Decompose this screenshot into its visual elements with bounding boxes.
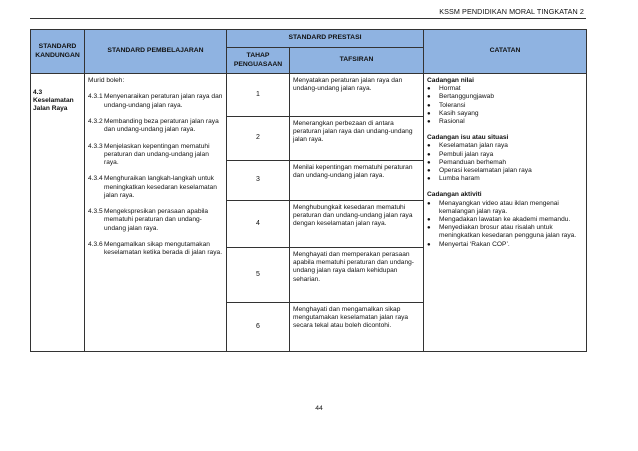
list-item: ● Mengadakan lawatan ke akademi memandu. [427, 216, 571, 224]
bullet-icon: ● [427, 151, 431, 158]
cadangan-aktiviti-title: Cadangan aktiviti [427, 191, 482, 199]
list-item [88, 208, 223, 233]
pembelajaran-text: Membanding beza peraturan jalan raya dan undang-undang jalan raya. [104, 117, 219, 134]
isu-list [427, 142, 583, 183]
header-tahap-penguasaan: TAHAP PENGUASAAN [227, 48, 290, 74]
cadangan-nilai-title: Cadangan nilai [427, 77, 474, 84]
tahap-level-2: 2 [227, 117, 290, 161]
list-item: ● Bertanggungjawab [427, 93, 495, 101]
tafsiran-level-5: Menghayati dan memperakan perasaan apabila mematuhi peraturan dan undang-undang jalan raya dalam kehidupan seharian. [290, 248, 424, 303]
page-number: 44 [315, 405, 323, 412]
header-standard-kandungan: STANDARD KANDUNGAN [31, 30, 85, 74]
list-item: ● Menayangkan video atau iklan mengenai kemalangan jalan raya. [427, 199, 559, 215]
pembelajaran-number: 4.3.3 [88, 142, 103, 150]
list-item: ● Hormat [427, 85, 461, 93]
pembelajaran-number: 4.3.6 [88, 240, 103, 248]
bullet-icon: ● [427, 159, 431, 166]
list-item: ● Keselamatan jalan raya [427, 142, 508, 150]
list-item: ● Operasi keselamatan jalan raya [427, 167, 532, 175]
bullet-icon: ● [427, 143, 431, 150]
tahap-level-6: 6 [227, 303, 290, 352]
list-item: ● Kasih sayang [427, 109, 479, 117]
tahap-level-4: 4 [227, 201, 290, 248]
catatan-cell [424, 74, 587, 352]
pembelajaran-number: 4.3.1 [88, 93, 103, 101]
standard-pembelajaran-cell [85, 74, 227, 352]
nilai-list [427, 85, 583, 126]
bullet-icon: ● [427, 200, 431, 207]
list-item [88, 241, 223, 257]
header-tafsiran: TAFSIRAN [290, 48, 424, 74]
bullet-icon: ● [427, 119, 431, 126]
bullet-icon: ● [427, 225, 431, 232]
tafsiran-level-2: Menerangkan perbezaan di antara peraturan jalan raya dan undang-undang jalan raya. [290, 117, 424, 161]
bullet-icon: ● [427, 94, 431, 101]
list-item [88, 93, 223, 109]
list-item: ● Menyertai ‘Rakan COP’. [427, 240, 510, 248]
bullet-icon: ● [427, 86, 431, 93]
tafsiran-level-3: Menilai kepentingan mematuhi peraturan dan undang-undang jalan raya. [290, 161, 424, 201]
pembelajaran-text: Menghuraikan langkah-langkah untuk meningkatkan kesedaran keselamatan jalan raya. [104, 175, 217, 199]
curriculum-table [30, 29, 587, 352]
cadangan-isu-title: Cadangan isu atau situasi [427, 134, 509, 142]
tahap-level-5: 5 [227, 248, 290, 303]
list-item: ● Pemanduan berhemah [427, 158, 507, 166]
list-item: ● Pembuli jalan raya [427, 150, 494, 158]
pembelajaran-text: Mengekspresikan perasaan apabila mematuhi peraturan dan undang-undang jalan raya. [104, 208, 209, 232]
header-rule [30, 18, 586, 19]
bullet-icon: ● [427, 110, 431, 117]
list-item: ● Lumba haram [427, 175, 480, 183]
aktiviti-list [427, 200, 583, 249]
list-item: ● Toleransi [427, 101, 466, 109]
bullet-icon: ● [427, 176, 431, 183]
pembelajaran-text: Mengamalkan sikap mengutamakan keselamatan ketika berada di jalan raya. [104, 240, 223, 257]
header-standard-pembelajaran: STANDARD PEMBELAJARAN [85, 30, 227, 74]
pembelajaran-number: 4.3.2 [88, 117, 103, 125]
list-item [88, 118, 223, 134]
tafsiran-level-6: Menghayati dan mengamalkan sikap mengutamakan keselamatan jalan raya secara tekal atau boleh dicontohi. [290, 303, 424, 352]
tafsiran-level-4: Menghubungkait kesedaran mematuhi peraturan dan undang-undang jalan raya dengan keselamatan jalan raya. [290, 201, 424, 248]
pembelajaran-number: 4.3.4 [88, 175, 103, 183]
header-standard-prestasi: STANDARD PRESTASI [227, 30, 424, 48]
header-catatan: CATATAN [424, 30, 587, 74]
tahap-level-1: 1 [227, 74, 290, 117]
pembelajaran-intro: Murid boleh: [88, 77, 125, 84]
tahap-level-3: 3 [227, 161, 290, 201]
bullet-icon: ● [427, 217, 431, 224]
pembelajaran-text: Menyenaraikan peraturan jalan raya dan undang-undang jalan raya. [104, 93, 223, 109]
standard-kandungan-cell [31, 74, 85, 352]
list-item [88, 143, 223, 168]
list-item [88, 175, 223, 200]
pembelajaran-number: 4.3.5 [88, 208, 103, 216]
standard-kandungan-text: 4.3 Keselamatan Jalan Raya [33, 89, 74, 113]
list-item: ● Menyediakan brosur atau risalah untuk meningkatkan kesedaran pengguna jalan raya. [427, 224, 577, 240]
bullet-icon: ● [427, 102, 431, 109]
bullet-icon: ● [427, 168, 431, 175]
tafsiran-level-1: Menyatakan peraturan jalan raya dan undang-undang jalan raya. [290, 74, 424, 117]
pembelajaran-text: Menjelaskan kepentingan mematuhi peraturan dan undang-undang jalan raya. [104, 142, 210, 166]
list-item: ● Rasional [427, 118, 465, 126]
document-header: KSSM PENDIDIKAN MORAL TINGKATAN 2 [439, 7, 584, 16]
bullet-icon: ● [427, 241, 431, 248]
